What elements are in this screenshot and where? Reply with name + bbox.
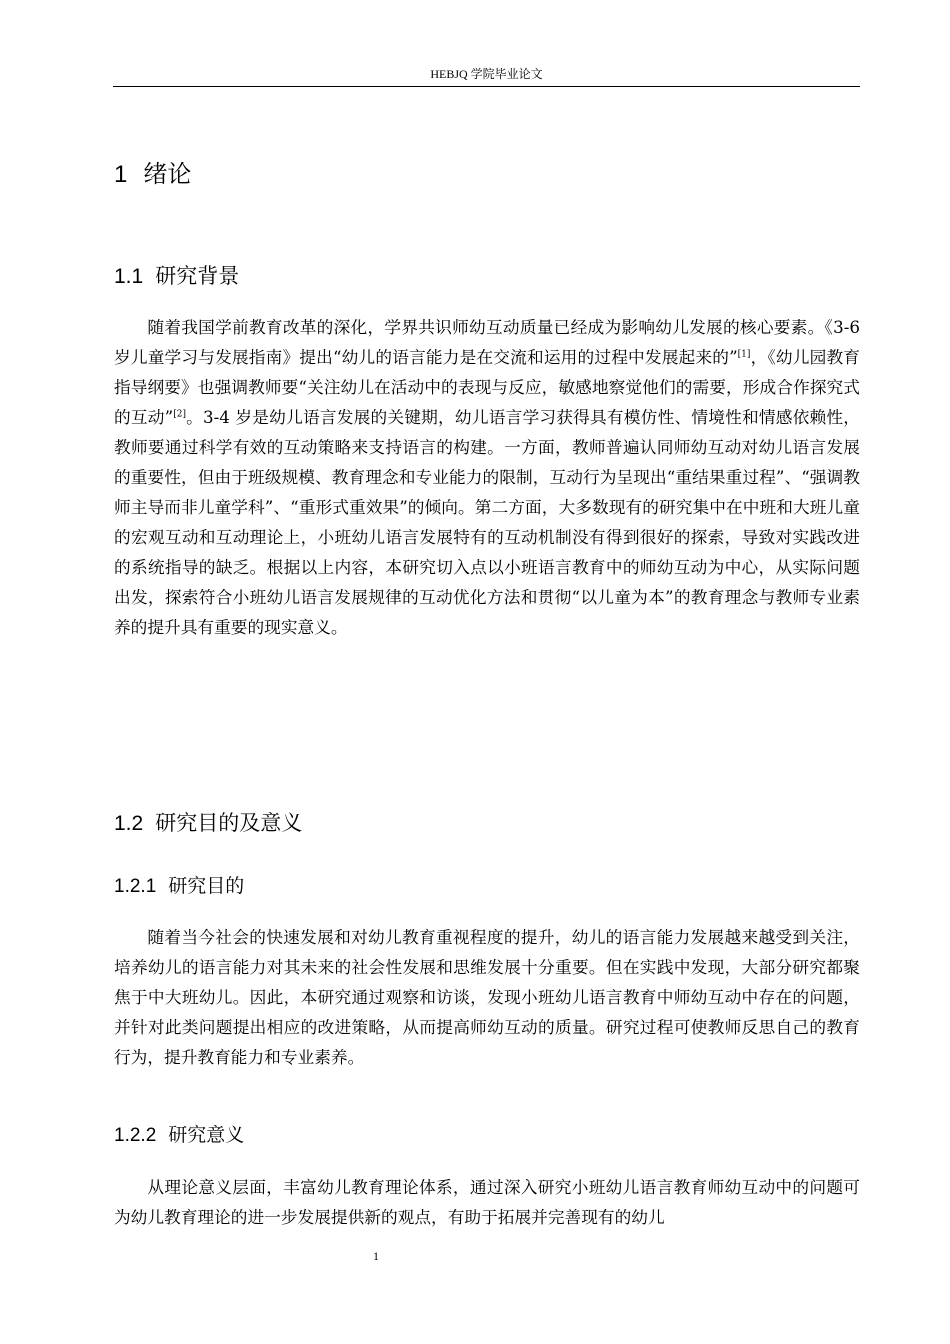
subsection-number: 1.2.1 <box>114 876 157 897</box>
subsection-title: 研究意义 <box>168 1124 245 1146</box>
section-number: 1.1 <box>114 265 144 288</box>
header-divider <box>113 86 860 87</box>
section-heading-1-1 <box>114 262 239 291</box>
citation-ref: [1] <box>737 349 751 360</box>
purpose-paragraph: 随着当今社会的快速发展和对幼儿教育重视程度的提升，幼儿的语言能力发展越来越受到关注，培养幼儿的语言能力对其未来的社会性发展和思维发展十分重要。但在实践中发现，大部分研究都聚焦于中大班幼儿。因此，本研究通过观察和访谈，发现小班幼儿语言教育中师幼互动中存在的问题，并针对此类问题提出相应的改进策略，从而提高师幼互动的质量。研究过程可使教师反思自己的教育行为，提升教育能力和专业素养。 <box>114 927 860 1067</box>
subsection-title: 研究目的 <box>168 875 245 897</box>
paragraph-text: 。3-4 岁是幼儿语言发展的关键期，幼儿语言学习获得具有模仿性、情境性和情感依赖性，教师要通过科学有效的互动策略来支持语言的构建。一方面，教师普遍认同师幼互动对幼儿语言发展的重要性，但由于班级规模、教育理念和专业能力的限制，互动行为呈现出“重结果重过程”、“强调教师主导而非儿童学科”、“重形式重效果”的倾向。第二方面，大多数现有的研究集中在中班和大班儿童的宏观互动和互动理论上，小班幼儿语言发展特有的互动机制没有得到很好的探索，导致对实践改进的系统指导的缺乏。根据以上内容，本研究切入点以小班语言教育中的师幼互动为中心，从实际问题出发，探索符合小班幼儿语言发展规律的互动优化方法和贯彻“以儿童为本”的教育理念与教师专业素养的提升具有重要的现实意义。 <box>114 407 860 637</box>
subsection-number: 1.2.2 <box>114 1125 157 1146</box>
subsection-heading-1-2-1 <box>114 873 244 900</box>
background-paragraph <box>114 312 860 642</box>
significance-paragraph: 从理论意义层面，丰富幼儿教育理论体系，通过深入研究小班幼儿语言教育师幼互动中的问题可为幼儿教育理论的进一步发展提供新的观点，有助于拓展并完善现有的幼儿 <box>114 1177 860 1227</box>
citation-ref: [2] <box>173 409 186 420</box>
chapter-number: 1 <box>114 161 128 188</box>
section-number: 1.2 <box>114 812 144 835</box>
chapter-title: 绪论 <box>143 160 192 188</box>
page-header: HEBJQ 学院毕业论文 <box>430 67 543 81</box>
section-title: 研究目的及意义 <box>155 811 303 835</box>
paragraph-text: ，《幼儿园教育指导纲要》也强调教师要“关注幼儿在活动中的表现与反应，敏感地察觉他们的需要，形成合作探究式的互动” <box>114 347 860 427</box>
page-number: 1 <box>373 1249 379 1263</box>
section-title: 研究背景 <box>155 264 240 288</box>
subsection-heading-1-2-2 <box>114 1122 244 1149</box>
paragraph-text: 随着我国学前教育改革的深化，学界共识师幼互动质量已经成为影响幼儿发展的核心要素。《3-6 岁儿童学习与发展指南》提出“幼儿的语言能力是在交流和运用的过程中发展起来的” <box>114 317 860 367</box>
section-heading-1-2 <box>114 809 302 838</box>
chapter-heading <box>114 158 191 191</box>
